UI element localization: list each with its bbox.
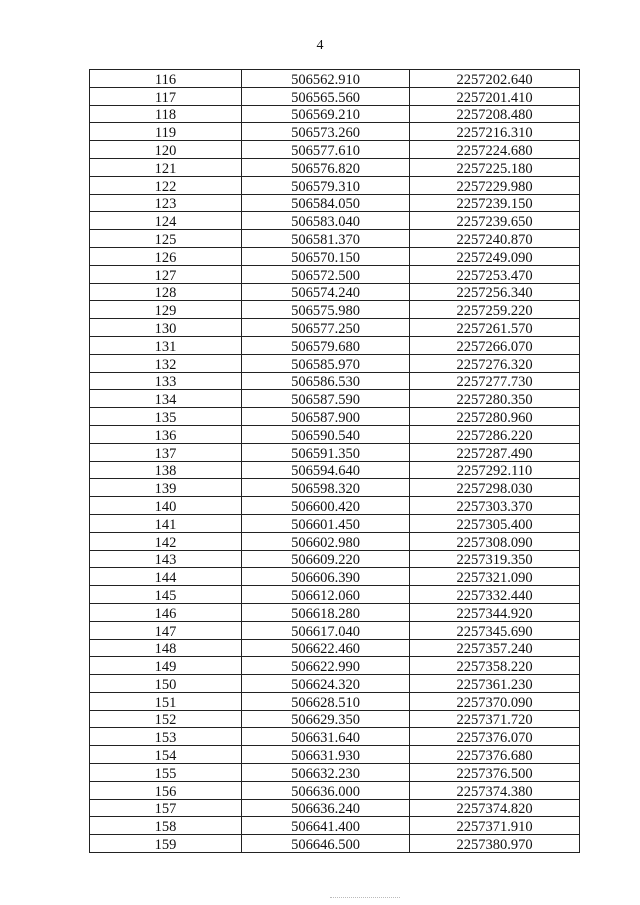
y-coordinate-cell: 2257229.980	[410, 176, 580, 194]
point-number-cell: 123	[90, 194, 242, 212]
table-row	[90, 123, 580, 141]
x-coordinate-cell: 506584.050	[242, 194, 410, 212]
x-coordinate-cell: 506641.400	[242, 817, 410, 835]
x-coordinate-cell: 506586.530	[242, 372, 410, 390]
table-row	[90, 141, 580, 159]
table-row	[90, 746, 580, 764]
x-coordinate-cell: 506602.980	[242, 532, 410, 550]
y-coordinate-cell: 2257319.350	[410, 550, 580, 568]
point-number-cell: 125	[90, 230, 242, 248]
point-number-cell: 121	[90, 158, 242, 176]
table-row	[90, 230, 580, 248]
table-row	[90, 568, 580, 586]
table-row	[90, 710, 580, 728]
x-coordinate-cell: 506576.820	[242, 158, 410, 176]
point-number-cell: 138	[90, 461, 242, 479]
x-coordinate-cell: 506609.220	[242, 550, 410, 568]
table-row	[90, 283, 580, 301]
point-number-cell: 150	[90, 675, 242, 693]
coordinates-table-body	[90, 70, 580, 853]
table-row	[90, 728, 580, 746]
point-number-cell: 153	[90, 728, 242, 746]
table-row	[90, 194, 580, 212]
x-coordinate-cell: 506612.060	[242, 586, 410, 604]
point-number-cell: 159	[90, 835, 242, 853]
table-row	[90, 158, 580, 176]
table-row	[90, 390, 580, 408]
x-coordinate-cell: 506628.510	[242, 692, 410, 710]
y-coordinate-cell: 2257376.680	[410, 746, 580, 764]
x-coordinate-cell: 506622.990	[242, 657, 410, 675]
y-coordinate-cell: 2257374.820	[410, 799, 580, 817]
x-coordinate-cell: 506594.640	[242, 461, 410, 479]
table-row	[90, 443, 580, 461]
y-coordinate-cell: 2257298.030	[410, 479, 580, 497]
point-number-cell: 117	[90, 87, 242, 105]
y-coordinate-cell: 2257280.960	[410, 408, 580, 426]
y-coordinate-cell: 2257303.370	[410, 497, 580, 515]
table-row	[90, 479, 580, 497]
x-coordinate-cell: 506565.560	[242, 87, 410, 105]
x-coordinate-cell: 506636.240	[242, 799, 410, 817]
table-row	[90, 70, 580, 88]
table-row	[90, 319, 580, 337]
point-number-cell: 146	[90, 603, 242, 621]
table-row	[90, 247, 580, 265]
y-coordinate-cell: 2257256.340	[410, 283, 580, 301]
point-number-cell: 155	[90, 764, 242, 782]
x-coordinate-cell: 506587.590	[242, 390, 410, 408]
table-row	[90, 781, 580, 799]
x-coordinate-cell: 506600.420	[242, 497, 410, 515]
y-coordinate-cell: 2257370.090	[410, 692, 580, 710]
point-number-cell: 147	[90, 621, 242, 639]
point-number-cell: 118	[90, 105, 242, 123]
coordinates-table	[89, 69, 580, 853]
x-coordinate-cell: 506591.350	[242, 443, 410, 461]
y-coordinate-cell: 2257292.110	[410, 461, 580, 479]
point-number-cell: 158	[90, 817, 242, 835]
x-coordinate-cell: 506631.930	[242, 746, 410, 764]
y-coordinate-cell: 2257358.220	[410, 657, 580, 675]
y-coordinate-cell: 2257216.310	[410, 123, 580, 141]
point-number-cell: 129	[90, 301, 242, 319]
point-number-cell: 154	[90, 746, 242, 764]
point-number-cell: 126	[90, 247, 242, 265]
point-number-cell: 151	[90, 692, 242, 710]
point-number-cell: 132	[90, 354, 242, 372]
scan-artifact	[330, 897, 400, 901]
y-coordinate-cell: 2257259.220	[410, 301, 580, 319]
x-coordinate-cell: 506587.900	[242, 408, 410, 426]
point-number-cell: 140	[90, 497, 242, 515]
y-coordinate-cell: 2257225.180	[410, 158, 580, 176]
y-coordinate-cell: 2257286.220	[410, 425, 580, 443]
table-row	[90, 372, 580, 390]
point-number-cell: 127	[90, 265, 242, 283]
x-coordinate-cell: 506606.390	[242, 568, 410, 586]
y-coordinate-cell: 2257224.680	[410, 141, 580, 159]
point-number-cell: 124	[90, 212, 242, 230]
x-coordinate-cell: 506585.970	[242, 354, 410, 372]
table-row	[90, 799, 580, 817]
x-coordinate-cell: 506636.000	[242, 781, 410, 799]
y-coordinate-cell: 2257261.570	[410, 319, 580, 337]
point-number-cell: 133	[90, 372, 242, 390]
point-number-cell: 143	[90, 550, 242, 568]
x-coordinate-cell: 506562.910	[242, 70, 410, 88]
x-coordinate-cell: 506618.280	[242, 603, 410, 621]
x-coordinate-cell: 506577.250	[242, 319, 410, 337]
point-number-cell: 144	[90, 568, 242, 586]
x-coordinate-cell: 506632.230	[242, 764, 410, 782]
table-row	[90, 176, 580, 194]
point-number-cell: 136	[90, 425, 242, 443]
x-coordinate-cell: 506579.310	[242, 176, 410, 194]
y-coordinate-cell: 2257277.730	[410, 372, 580, 390]
table-row	[90, 835, 580, 853]
y-coordinate-cell: 2257201.410	[410, 87, 580, 105]
table-row	[90, 425, 580, 443]
table-row	[90, 212, 580, 230]
x-coordinate-cell: 506574.240	[242, 283, 410, 301]
point-number-cell: 119	[90, 123, 242, 141]
y-coordinate-cell: 2257321.090	[410, 568, 580, 586]
x-coordinate-cell: 506631.640	[242, 728, 410, 746]
table-row	[90, 550, 580, 568]
table-row	[90, 639, 580, 657]
y-coordinate-cell: 2257371.720	[410, 710, 580, 728]
y-coordinate-cell: 2257266.070	[410, 336, 580, 354]
point-number-cell: 139	[90, 479, 242, 497]
table-row	[90, 621, 580, 639]
x-coordinate-cell: 506646.500	[242, 835, 410, 853]
table-row	[90, 692, 580, 710]
y-coordinate-cell: 2257376.070	[410, 728, 580, 746]
x-coordinate-cell: 506629.350	[242, 710, 410, 728]
point-number-cell: 149	[90, 657, 242, 675]
point-number-cell: 152	[90, 710, 242, 728]
y-coordinate-cell: 2257240.870	[410, 230, 580, 248]
table-row	[90, 817, 580, 835]
table-row	[90, 265, 580, 283]
point-number-cell: 134	[90, 390, 242, 408]
point-number-cell: 157	[90, 799, 242, 817]
y-coordinate-cell: 2257208.480	[410, 105, 580, 123]
y-coordinate-cell: 2257253.470	[410, 265, 580, 283]
table-row	[90, 354, 580, 372]
x-coordinate-cell: 506581.370	[242, 230, 410, 248]
y-coordinate-cell: 2257202.640	[410, 70, 580, 88]
table-row	[90, 408, 580, 426]
point-number-cell: 120	[90, 141, 242, 159]
y-coordinate-cell: 2257308.090	[410, 532, 580, 550]
y-coordinate-cell: 2257344.920	[410, 603, 580, 621]
x-coordinate-cell: 506573.260	[242, 123, 410, 141]
x-coordinate-cell: 506622.460	[242, 639, 410, 657]
point-number-cell: 116	[90, 70, 242, 88]
point-number-cell: 148	[90, 639, 242, 657]
y-coordinate-cell: 2257239.150	[410, 194, 580, 212]
point-number-cell: 145	[90, 586, 242, 604]
x-coordinate-cell: 506572.500	[242, 265, 410, 283]
table-row	[90, 497, 580, 515]
point-number-cell: 142	[90, 532, 242, 550]
x-coordinate-cell: 506569.210	[242, 105, 410, 123]
x-coordinate-cell: 506575.980	[242, 301, 410, 319]
point-number-cell: 137	[90, 443, 242, 461]
table-row	[90, 336, 580, 354]
x-coordinate-cell: 506617.040	[242, 621, 410, 639]
point-number-cell: 122	[90, 176, 242, 194]
x-coordinate-cell: 506624.320	[242, 675, 410, 693]
y-coordinate-cell: 2257287.490	[410, 443, 580, 461]
page-number: 4	[316, 38, 324, 53]
y-coordinate-cell: 2257380.970	[410, 835, 580, 853]
y-coordinate-cell: 2257276.320	[410, 354, 580, 372]
x-coordinate-cell: 506583.040	[242, 212, 410, 230]
y-coordinate-cell: 2257249.090	[410, 247, 580, 265]
point-number-cell: 141	[90, 514, 242, 532]
x-coordinate-cell: 506579.680	[242, 336, 410, 354]
table-row	[90, 657, 580, 675]
x-coordinate-cell: 506570.150	[242, 247, 410, 265]
x-coordinate-cell: 506601.450	[242, 514, 410, 532]
y-coordinate-cell: 2257361.230	[410, 675, 580, 693]
y-coordinate-cell: 2257305.400	[410, 514, 580, 532]
y-coordinate-cell: 2257371.910	[410, 817, 580, 835]
y-coordinate-cell: 2257357.240	[410, 639, 580, 657]
x-coordinate-cell: 506598.320	[242, 479, 410, 497]
point-number-cell: 156	[90, 781, 242, 799]
point-number-cell: 130	[90, 319, 242, 337]
point-number-cell: 128	[90, 283, 242, 301]
table-row	[90, 301, 580, 319]
y-coordinate-cell: 2257374.380	[410, 781, 580, 799]
table-row	[90, 675, 580, 693]
point-number-cell: 135	[90, 408, 242, 426]
y-coordinate-cell: 2257345.690	[410, 621, 580, 639]
table-row	[90, 603, 580, 621]
table-row	[90, 586, 580, 604]
table-row	[90, 514, 580, 532]
point-number-cell: 131	[90, 336, 242, 354]
x-coordinate-cell: 506590.540	[242, 425, 410, 443]
y-coordinate-cell: 2257376.500	[410, 764, 580, 782]
table-row	[90, 461, 580, 479]
table-row	[90, 105, 580, 123]
x-coordinate-cell: 506577.610	[242, 141, 410, 159]
table-row	[90, 532, 580, 550]
y-coordinate-cell: 2257280.350	[410, 390, 580, 408]
table-row	[90, 87, 580, 105]
table-row	[90, 764, 580, 782]
y-coordinate-cell: 2257239.650	[410, 212, 580, 230]
y-coordinate-cell: 2257332.440	[410, 586, 580, 604]
